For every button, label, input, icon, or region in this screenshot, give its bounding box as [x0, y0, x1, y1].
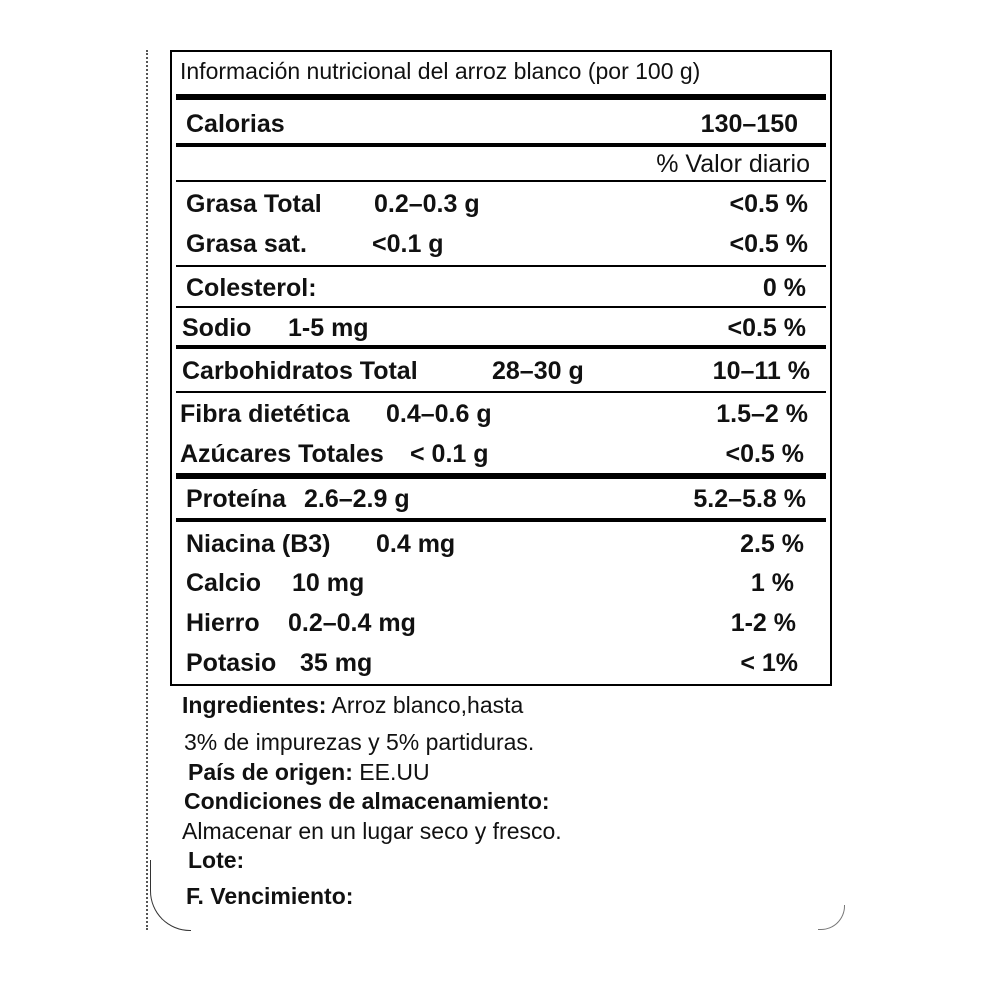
nutrient-daily-value: <0.5 % [727, 314, 806, 342]
nutrient-amount: 0.4 mg [376, 530, 456, 558]
lot-label: Lote: [188, 847, 245, 873]
nutrient-amount: <0.1 g [372, 230, 444, 258]
nutrition-title: Información nutricional del arroz blanco (por 100 g) [180, 58, 701, 84]
nutrient-name: Calcio [186, 569, 262, 597]
divider [176, 94, 826, 100]
daily-value-header: % Valor diario [656, 150, 810, 178]
nutrient-amount: 0.2–0.4 mg [288, 609, 416, 637]
divider [176, 473, 826, 479]
nutrient-name: Niacina (B3) [186, 530, 331, 558]
nutrient-name: Azúcares Totales [180, 440, 384, 468]
nutrient-amount: 35 mg [300, 649, 373, 677]
divider [176, 345, 826, 349]
nutrient-amount: 1-5 mg [288, 314, 369, 342]
nutrient-daily-value: 10–11 % [712, 357, 810, 385]
origin-line [188, 759, 430, 786]
nutrient-daily-value: 1.5–2 % [716, 400, 808, 428]
nutrient-name: Grasa Total [186, 190, 322, 218]
ingredients-line [182, 692, 523, 719]
origin-label: País de origen: [188, 759, 353, 785]
divider [176, 265, 826, 267]
divider [176, 391, 826, 393]
origin-value: EE.UU [359, 759, 430, 785]
nutrient-name: Potasio [186, 649, 277, 677]
nutrient-name: Proteína [186, 485, 287, 513]
ingredients-text: Arroz blanco,hasta [331, 692, 524, 718]
nutrient-name: Hierro [186, 609, 260, 637]
ingredients-text-2: 3% de impurezas y 5% partiduras. [184, 729, 535, 755]
storage-label: Condiciones de almacenamiento: [184, 788, 550, 814]
label-corner-curve-right [818, 905, 845, 930]
nutrient-daily-value: <0.5 % [729, 230, 808, 258]
nutrient-daily-value: < 1% [740, 649, 798, 677]
nutrient-amount: 28–30 g [492, 357, 584, 385]
divider [176, 143, 826, 147]
nutrient-name: Sodio [182, 314, 252, 342]
nutrient-daily-value: 1-2 % [730, 609, 796, 637]
ingredients-label: Ingredientes: [182, 692, 327, 718]
nutrient-amount: 2.6–2.9 g [304, 485, 410, 513]
calories-label: Calorias [186, 110, 285, 138]
nutrient-daily-value: <0.5 % [725, 440, 804, 468]
divider [176, 306, 826, 308]
nutrient-name: Carbohidratos Total [182, 357, 418, 385]
calories-value: 130–150 [700, 110, 798, 138]
nutrient-name: Colesterol: [186, 274, 317, 302]
nutrient-amount: 0.4–0.6 g [386, 400, 492, 428]
nutrient-daily-value: 2.5 % [740, 530, 804, 558]
nutrient-daily-value: <0.5 % [729, 190, 808, 218]
nutrient-amount: 0.2–0.3 g [374, 190, 480, 218]
nutrient-name: Fibra dietética [180, 400, 350, 428]
divider [176, 518, 826, 522]
nutrient-name: Grasa sat. [186, 230, 307, 258]
nutrition-facts-panel [170, 50, 832, 686]
nutrient-daily-value: 0 % [762, 274, 806, 302]
label-corner-curve [150, 860, 191, 931]
expiry-label: F. Vencimiento: [186, 883, 354, 909]
storage-text: Almacenar en un lugar seco y fresco. [182, 818, 562, 844]
nutrient-amount: 10 mg [292, 569, 365, 597]
divider [176, 180, 826, 182]
nutrient-daily-value: 5.2–5.8 % [693, 485, 806, 513]
nutrient-daily-value: 1 % [750, 569, 794, 597]
nutrient-amount: < 0.1 g [410, 440, 489, 468]
label-dotted-edge [146, 50, 150, 930]
